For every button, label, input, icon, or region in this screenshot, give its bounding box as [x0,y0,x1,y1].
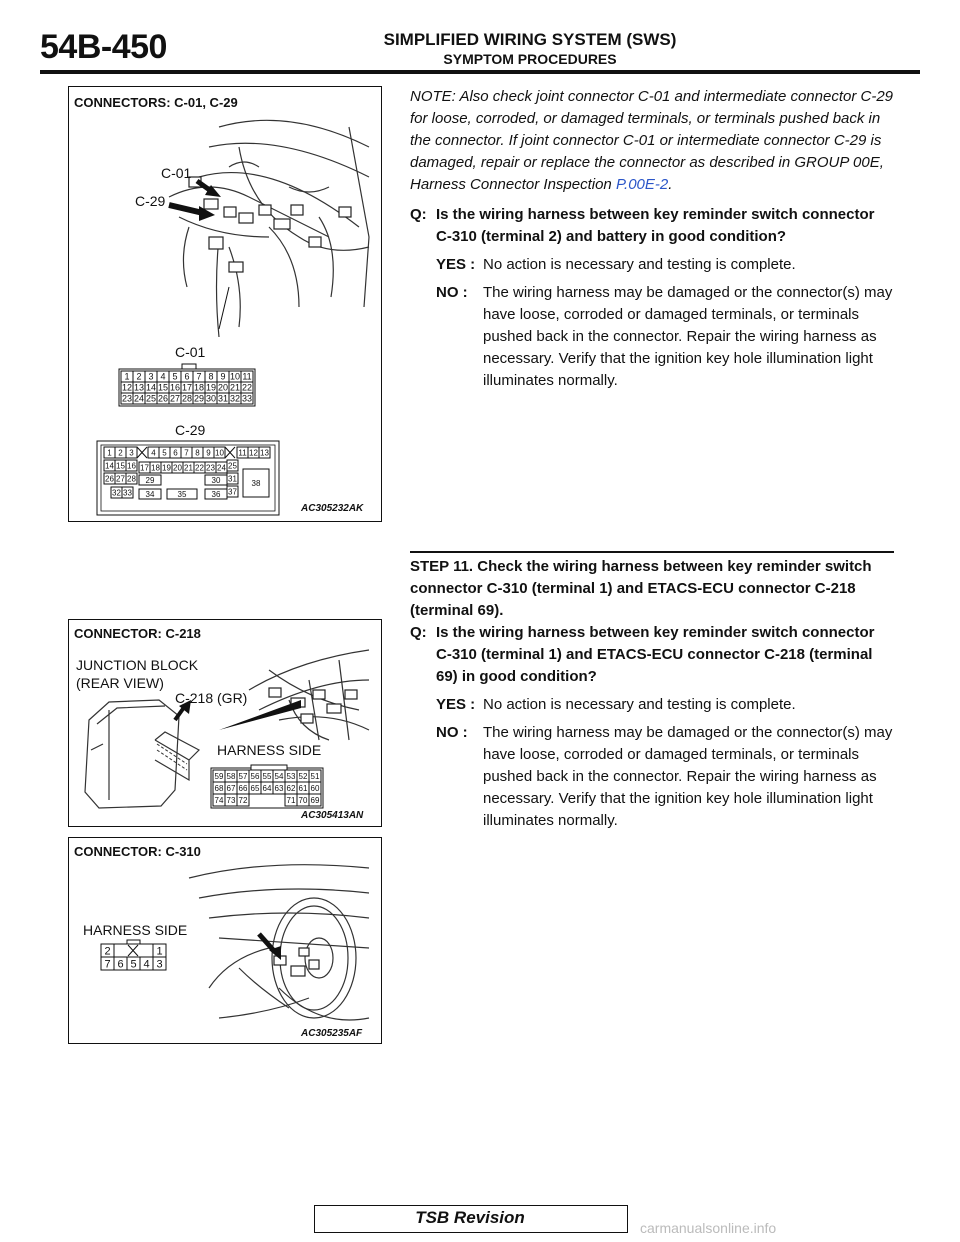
step-rule [410,551,894,553]
svg-text:62: 62 [286,783,296,793]
connector-pin [193,393,205,404]
svg-text:20: 20 [217,382,229,393]
svg-text:19: 19 [162,463,171,473]
connector-c218-drawing [69,620,381,826]
svg-text:73: 73 [226,795,236,805]
svg-text:61: 61 [298,783,308,793]
connector-pin [194,462,205,473]
svg-text:6: 6 [117,958,124,971]
connector-pin [237,782,249,794]
connector-c01-c29-drawing [69,87,381,521]
svg-text:3: 3 [148,371,154,382]
note-end: . [668,176,673,193]
connector-pin [229,382,241,393]
connector-pin [225,794,237,806]
svg-text:8: 8 [195,448,200,458]
figure-connectors-c01-c29 [68,86,382,522]
connector-c01-face [119,364,255,406]
svg-text:18: 18 [151,463,160,473]
figure-id: AC305413AN [301,810,364,821]
svg-text:25: 25 [228,461,237,471]
connector-pin [172,462,183,473]
yes-label: YES : [436,256,476,273]
connector-pin [121,371,133,382]
svg-text:4: 4 [160,371,166,382]
question-block [410,622,894,688]
connector-pin [153,944,166,957]
svg-text:18: 18 [193,382,205,393]
connector-pin [145,371,157,382]
connector-pin [148,447,159,458]
connector-pin [104,473,115,484]
tsb-revision: TSB Revision [415,1208,525,1227]
connector-pin [133,393,145,404]
svg-text:12: 12 [249,448,258,458]
svg-text:3: 3 [156,958,163,971]
connector-pin [243,469,269,497]
connector-pin [205,475,227,485]
connector-pin [249,770,261,782]
connector-pin [150,462,161,473]
yes-text: No action is necessary and testing is complete. [483,696,796,713]
answer-yes [436,694,894,716]
connector-pin [214,447,225,458]
connector-pin [241,393,253,404]
svg-text:7: 7 [184,448,189,458]
svg-text:13: 13 [133,382,145,393]
connector-pin [193,371,205,382]
svg-text:51: 51 [310,771,320,781]
svg-text:22: 22 [241,382,253,393]
connector-pin [157,382,169,393]
junction-block-label-2: (REAR VIEW) [76,675,164,691]
connector-pin [161,462,172,473]
svg-text:24: 24 [217,463,226,473]
connector-pin [133,382,145,393]
svg-text:34: 34 [145,489,155,499]
connector-pin [145,382,157,393]
svg-text:55: 55 [262,771,272,781]
connector-pin [114,957,127,970]
svg-text:5: 5 [172,371,178,382]
connector-pin [126,460,137,471]
svg-text:7: 7 [196,371,202,382]
connector-pin [121,393,133,404]
figure-label: CONNECTORS: C-01, C-29 [74,95,238,110]
svg-text:14: 14 [145,382,157,393]
note-paragraph [410,86,894,196]
connector-pin [181,382,193,393]
yes-label: YES : [436,696,476,713]
connector-pin [241,382,253,393]
svg-text:33: 33 [123,488,132,498]
connector-pin [309,770,321,782]
connector-pin [273,770,285,782]
connector-pin [169,371,181,382]
connector-pin [227,460,238,471]
connector-pin [139,462,150,473]
svg-text:53: 53 [286,771,296,781]
connector-pin [259,447,270,458]
connector-pin [217,382,229,393]
connector-pin [273,782,285,794]
connector-pin [205,462,216,473]
svg-text:6: 6 [184,371,190,382]
figure-label: CONNECTOR: C-218 [74,626,201,641]
svg-text:5: 5 [130,958,137,971]
connector-pin [203,447,214,458]
svg-text:74: 74 [214,795,224,805]
connector-pin [111,487,122,498]
no-text: The wiring harness may be damaged or the connector(s) may have loose, corroded or damaged terminals, or terminals pushed back in the connector. Repair the wiring harness as necessary. Verify that the ignition key hole illumination light illuminates normally. [483,724,893,829]
connector-pin [216,462,227,473]
connector-pin [183,462,194,473]
svg-text:1: 1 [156,945,163,958]
question-block [410,204,894,248]
figure-id: AC305235AF [301,1028,363,1039]
svg-text:7: 7 [104,958,111,971]
link-p00e-2[interactable]: P.00E-2 [615,176,669,193]
svg-text:2: 2 [104,945,111,958]
figure-label: CONNECTOR: C-310 [74,844,201,859]
section-title: SIMPLIFIED WIRING SYSTEM (SWS) [383,30,677,49]
svg-text:36: 36 [211,489,221,499]
c29-title: C-29 [175,422,206,438]
svg-text:2: 2 [136,371,142,382]
question-text: Is the wiring harness between key reminder switch connector C-310 (terminal 1) and ETACS-ECU connector C-218 (terminal 69) in good condition? [436,624,875,685]
yes-text: No action is necessary and testing is complete. [483,256,796,273]
svg-text:28: 28 [127,474,136,484]
svg-text:15: 15 [116,461,125,471]
connector-pin [115,473,126,484]
watermark: carmanualsonline.info [640,1220,777,1236]
connector-pin [115,447,126,458]
section1-text [410,86,894,392]
figure-connector-c310 [68,837,382,1044]
header-rule [40,70,920,74]
connector-pin [122,487,133,498]
svg-text:57: 57 [238,771,248,781]
connector-pin [115,460,126,471]
svg-text:63: 63 [274,783,284,793]
svg-text:31: 31 [228,474,237,484]
q-label: Q: [410,206,427,223]
connector-pin [167,489,197,499]
connector-pin [241,371,253,382]
steering-wheel-illustration [189,865,369,1020]
svg-text:5: 5 [162,448,167,458]
connector-pin [169,382,181,393]
svg-text:3: 3 [129,448,134,458]
svg-text:30: 30 [205,393,217,404]
svg-text:70: 70 [298,795,308,805]
connector-pin [170,447,181,458]
connector-pin [297,794,309,806]
connector-pin [145,393,157,404]
connector-pin [229,371,241,382]
svg-text:2: 2 [118,448,123,458]
svg-text:29: 29 [193,393,205,404]
c29-arrow [169,205,203,213]
junction-block-illustration [85,700,199,808]
svg-text:11: 11 [242,371,252,382]
figure-connector-c218 [68,619,382,827]
svg-text:38: 38 [251,478,261,488]
svg-text:20: 20 [173,463,182,473]
connector-pin [139,489,161,499]
svg-text:23: 23 [121,393,133,404]
connector-pin [104,460,115,471]
connector-pin [217,393,229,404]
svg-text:52: 52 [298,771,308,781]
connector-pin [139,475,161,485]
svg-text:10: 10 [229,371,241,382]
section-subtitle: SYMPTOM PROCEDURES [443,51,617,67]
connector-pin [213,770,225,782]
svg-text:32: 32 [112,488,121,498]
svg-text:26: 26 [105,474,114,484]
question-text: Is the wiring harness between key reminder switch connector C-310 (terminal 2) and battery in good condition? [436,206,875,245]
svg-text:71: 71 [286,795,296,805]
page-number: 54B-450 [40,28,167,66]
callout-c01: C-01 [161,165,192,181]
connector-pin [157,371,169,382]
svg-text:16: 16 [127,461,136,471]
svg-text:25: 25 [145,393,157,404]
svg-text:10: 10 [215,448,224,458]
svg-text:14: 14 [105,461,114,471]
connector-c29-face [97,441,279,515]
connector-pin [205,382,217,393]
connector-pin [237,770,249,782]
leader-line [219,287,229,329]
harness-side-label: HARNESS SIDE [217,742,322,758]
connector-pin [227,486,238,497]
connector-pin [297,770,309,782]
step-11-title: STEP 11. Check the wiring harness between key reminder switch connector C-310 (terminal 1) and ETACS-ECU connector C-218 (terminal 69). [410,558,872,619]
svg-text:64: 64 [262,783,272,793]
svg-text:4: 4 [143,958,150,971]
connector-pin [157,393,169,404]
svg-text:69: 69 [310,795,320,805]
connector-pin [285,770,297,782]
connector-pin [140,957,153,970]
connector-c310-face [101,940,166,970]
svg-text:24: 24 [133,393,145,404]
connector-pin [181,393,193,404]
svg-text:4: 4 [151,448,156,458]
svg-text:68: 68 [214,783,224,793]
svg-text:6: 6 [173,448,178,458]
dashboard-illustration [169,120,369,337]
connector-pin [225,770,237,782]
connector-pin [121,382,133,393]
svg-text:67: 67 [226,783,236,793]
connector-pin [133,371,145,382]
connector-pin [159,447,170,458]
svg-text:11: 11 [238,448,247,458]
connector-pin [225,782,237,794]
connector-pin [237,447,248,458]
svg-text:29: 29 [145,475,155,485]
svg-text:17: 17 [181,382,193,393]
answer-no [436,282,894,392]
connector-pin [237,794,249,806]
connector-pin [309,794,321,806]
svg-text:30: 30 [211,475,221,485]
svg-text:27: 27 [169,393,181,404]
connector-pin [205,393,217,404]
svg-text:27: 27 [116,474,125,484]
svg-text:16: 16 [169,382,181,393]
svg-text:15: 15 [157,382,169,393]
connector-pin [249,782,261,794]
connector-pin [217,371,229,382]
connector-pin [181,371,193,382]
svg-text:9: 9 [206,448,211,458]
section2-text [410,556,894,832]
callout-c218: C-218 (GR) [175,690,248,706]
harness-side-label: HARNESS SIDE [83,922,188,938]
callout-c29: C-29 [135,193,166,209]
svg-text:65: 65 [250,783,260,793]
svg-text:19: 19 [205,382,217,393]
svg-text:59: 59 [214,771,224,781]
svg-text:54: 54 [274,771,284,781]
note-text: NOTE: Also check joint connector C-01 and intermediate connector C-29 for loose, corroded, or damaged terminals, or terminals pushed back in the connector. If joint connector C-01 or intermediate connector C-29 is damaged, repair or replace the connector as described in GROUP 00E, Harness Connector Inspection [410,88,894,193]
connector-pin [248,447,259,458]
connector-pin [126,447,137,458]
svg-text:21: 21 [229,382,241,393]
connector-pin [193,382,205,393]
connector-c218-face [211,765,323,808]
no-label: NO : [436,724,468,741]
svg-text:31: 31 [217,393,229,404]
svg-text:26: 26 [157,393,169,404]
connector-pin [205,371,217,382]
connector-pin [213,782,225,794]
svg-text:58: 58 [226,771,236,781]
connector-pin [229,393,241,404]
svg-text:56: 56 [250,771,260,781]
svg-text:60: 60 [310,783,320,793]
connector-pin [205,489,227,499]
connector-pin [297,782,309,794]
connector-pin [285,794,297,806]
connector-pin [126,473,137,484]
connector-pin [181,447,192,458]
svg-text:9: 9 [220,371,226,382]
svg-text:21: 21 [184,463,193,473]
connector-pin [153,957,166,970]
connector-pin [285,782,297,794]
svg-text:17: 17 [140,463,149,473]
connector-pin [101,957,114,970]
svg-text:8: 8 [208,371,214,382]
answer-no [436,722,894,832]
connector-pin [169,393,181,404]
svg-text:22: 22 [195,463,204,473]
connector-pin [127,957,140,970]
no-text: The wiring harness may be damaged or the connector(s) may have loose, corroded or damaged terminals, or terminals pushed back in the connector. Repair the wiring harness as necessary. Verify that the ignition key hole illumination light illuminates normally. [483,284,893,389]
connector-pin [261,782,273,794]
svg-text:28: 28 [181,393,193,404]
svg-text:12: 12 [121,382,133,393]
connector-pin [192,447,203,458]
svg-text:66: 66 [238,783,248,793]
svg-text:72: 72 [238,795,248,805]
answer-yes [436,254,894,276]
connector-pin [213,794,225,806]
connector-pin [227,473,238,484]
junction-block-label-1: JUNCTION BLOCK [76,657,199,673]
svg-text:37: 37 [228,487,237,497]
figure-id: AC305232AK [301,503,364,514]
connector-c310-drawing [69,838,381,1043]
q-label: Q: [410,624,427,641]
svg-text:13: 13 [260,448,269,458]
svg-text:1: 1 [107,448,112,458]
svg-text:32: 32 [229,393,241,404]
connector-pin [261,770,273,782]
connector-pin [309,782,321,794]
connector-pin [104,447,115,458]
c01-title: C-01 [175,344,206,360]
svg-text:35: 35 [177,489,187,499]
svg-text:1: 1 [124,371,130,382]
no-label: NO : [436,284,468,301]
connector-pin [101,944,114,957]
svg-text:33: 33 [241,393,253,404]
svg-text:23: 23 [206,463,215,473]
